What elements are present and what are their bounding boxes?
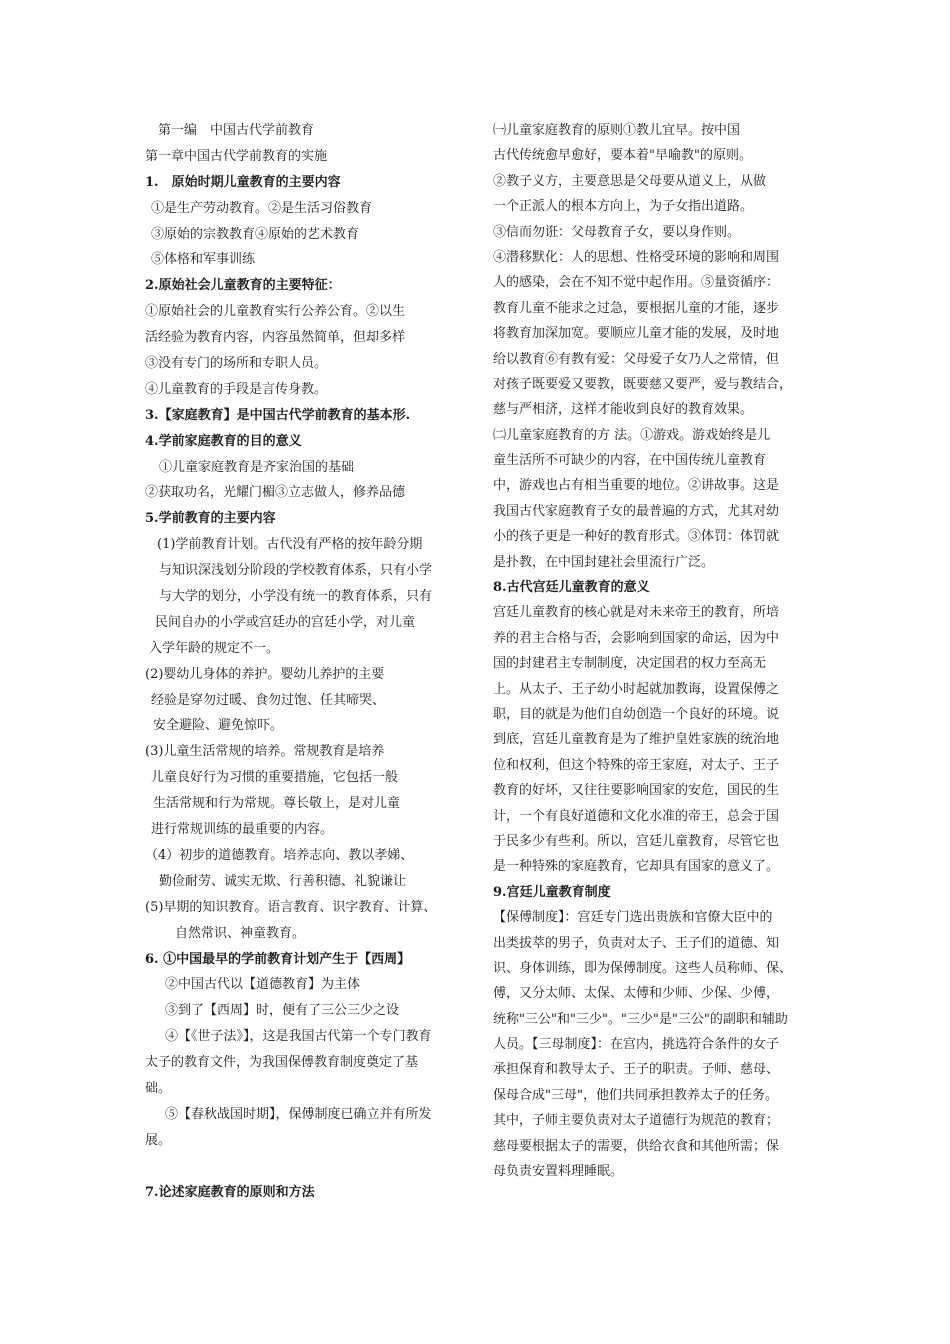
text-line: 计，一个有良好道德和文化水准的帝王，总会于国 <box>493 808 780 824</box>
text-line: ③没有专门的场所和专职人员。 <box>145 356 328 372</box>
text-line: 教育的好坏，又往往要影响国家的安危，国民的生 <box>493 783 780 799</box>
text-line: (5)早期的知识教育。语言教育、识字教育、计算、 <box>145 899 437 915</box>
text-line: ③原始的宗教教育④原始的艺术教育 <box>151 226 360 242</box>
text-line: 9.宫廷儿童教育制度 <box>493 884 611 900</box>
text-line: 古代传统愈早愈好，要本着"早喻教"的原则。 <box>493 148 752 164</box>
text-line: 出类拔萃的男子，负责对太子、王子们的道德、知 <box>493 935 780 951</box>
text-line: ①原始社会的儿童教育实行公养公育。②以生 <box>145 304 406 320</box>
text-line: 4.学前家庭教育的目的意义 <box>145 433 302 449</box>
right-column <box>493 118 813 1184</box>
text-line: (1)学前教育计划。古代没有严格的按年龄分期 <box>157 537 423 553</box>
text-line: 1. 原始时期儿童教育的主要内容 <box>145 174 341 190</box>
text-line: ③信而勿诳：父母教育子女，要以身作则。 <box>493 224 741 240</box>
text-line: 职，目的就是为他们自幼创造一个良好的环境。说 <box>493 706 780 722</box>
text-line: 经验是穿勿过暖、食勿过饱、任其啼哭、 <box>151 692 386 708</box>
text-line: 人的感染，会在不知不觉中起作用。⑤量资循序： <box>493 275 780 291</box>
text-line: ④【《世子法》】，这是我国古代第一个专门教育 <box>165 1029 432 1045</box>
text-line: ⑤【春秋战国时期】，保傅制度已确立并有所发 <box>165 1106 432 1122</box>
text-line: 保母合成"三母"，他们共同承担教养太子的任务。 <box>493 1087 778 1103</box>
text-line: 一个正派人的根本方向上，为子女指出道路。 <box>493 199 754 215</box>
text-line: 7.论述家庭教育的原则和方法 <box>145 1184 315 1200</box>
text-line: 傅，又分太师、太保、太傅和少师、少保、少傅， <box>493 986 780 1002</box>
text-line: 将教育加深加宽。要顺应儿童才能的发展，及时地 <box>493 326 780 342</box>
text-line: ④潜移默化：人的思想、性格受环境的影响和周围 <box>493 249 780 265</box>
text-line: 安全避险、避免惊吓。 <box>153 718 284 734</box>
text-line: 勤俭耐劳、诚实无欺、行善积德、礼貌谦让 <box>159 873 407 889</box>
text-line: 是一种特殊的家庭教育，它却具有国家的意义了。 <box>493 859 780 875</box>
text-line: 是扑教，在中国封建社会里流行广泛。 <box>493 554 715 570</box>
text-line: ②获取功名，光耀门楣③立志做人，修养品德 <box>145 485 406 501</box>
text-line: ⑤体格和军事训练 <box>151 252 256 268</box>
text-line: 教育儿童不能求之过急，要根据儿童的才能，逐步 <box>493 300 780 316</box>
text-line: 入学年龄的规定不一。 <box>149 640 280 656</box>
text-line: 进行常规训练的最重要的内容。 <box>151 822 334 838</box>
text-line: 对孩子既要爱又要教，既要慈又要严，爱与教结合， <box>493 376 793 392</box>
text-line: 统称"三公"和"三少"。"三少"是"三公"的副职和辅助 <box>493 1011 788 1027</box>
text-line: （4）初步的道德教育。培养志向、教以孝娣、 <box>145 847 414 863</box>
text-line: 给以教育⑥有教有爱：父母爱子女乃人之常情，但 <box>493 351 780 367</box>
text-line: 国的封建君主专制制度，决定国君的权力至高无 <box>493 656 767 672</box>
text-line: 与知识深浅划分阶段的学校教育体系，只有小学 <box>159 563 433 579</box>
text-line: 5.学前教育的主要内容 <box>145 511 276 527</box>
text-line: (3)儿童生活常规的培养。常规教育是培养 <box>145 744 385 760</box>
left-column <box>145 118 470 1205</box>
text-line: 养的君主合格与否，会影响到国家的命运，因为中 <box>493 630 780 646</box>
text-line: 人员。【三母制度】：在宫内，挑选符合条件的女子 <box>493 1037 780 1053</box>
text-line: 民间自办的小学或宫廷办的宫廷小学，对儿童 <box>155 614 416 630</box>
text-line: 承担保育和教导太子、王子的职责。子师、慈母、 <box>493 1062 780 1078</box>
text-line: 【保傅制度】：宫廷专门选出贵族和官僚大臣中的 <box>493 910 773 926</box>
text-line: 3.【家庭教育】是中国古代学前教育的基本形. <box>145 407 411 423</box>
text-line: 位和权利，但这个特殊的帝王家庭，对太子、王子 <box>493 757 780 773</box>
text-line: 慈与严相济，这样才能收到良好的教育效果。 <box>493 402 754 418</box>
text-line: 童生活所不可缺少的内容，在中国传统儿童教育 <box>493 453 767 469</box>
text-line: 慈母要根据太子的需要，供给衣食和其他所需；保 <box>493 1138 780 1154</box>
text-line: ③到了【西周】时，便有了三公三少之设 <box>165 1003 400 1019</box>
text-line: 第一编 中国古代学前教育 <box>145 123 315 138</box>
text-line: 太子的教育文件，为我国保傅教育制度奠定了基 <box>145 1055 419 1071</box>
text-line: ④儿童教育的手段是言传身教。 <box>145 381 328 397</box>
text-line: 6. ①中国最早的学前教育计划产生于【西周】 <box>145 951 411 967</box>
text-line: 母负责安置料理睡眠。 <box>493 1164 624 1180</box>
text-line: 展。 <box>145 1132 172 1148</box>
text-line: 2.原始社会儿童教育的主要特征： <box>145 278 341 294</box>
text-line: 宫廷儿童教育的核心就是对未来帝王的教育，所培 <box>493 605 780 621</box>
text-line: ㈡儿童家庭教育的方 法。①游戏。游戏始终是儿 <box>493 427 771 443</box>
text-line: 生活常规和行为常规。尊长敬上，是对儿童 <box>153 796 401 812</box>
text-line: 其中，子师主要负责对太子道德行为规范的教育； <box>493 1113 780 1129</box>
text-line: 第一章中国古代学前教育的实施 <box>145 148 328 164</box>
text-line: 与大学的划分，小学没有统一的教育体系，只有 <box>159 589 433 605</box>
text-line: 小的孩子更是一种好的教育形式。③体罚：体罚就 <box>493 529 780 545</box>
text-line: 识、身体训练，即为保傅制度。这些人员称师、保、 <box>493 960 793 976</box>
text-line: 到底，宫廷儿童教育是为了维护皇姓家族的统治地 <box>493 732 780 748</box>
text-line: 自然常识、神童教育。 <box>175 925 306 941</box>
text-line: ①儿童家庭教育是齐家治国的基础 <box>159 459 355 475</box>
text-line: 上。从太子、王子幼小时起就加教诲，设置保傅之 <box>493 681 780 697</box>
text-line: 于民多少有些利。所以，宫廷儿童教育，尽管它也 <box>493 833 780 849</box>
text-line <box>145 1154 470 1180</box>
text-line: ②中国古代以【道德教育】为主体 <box>165 977 361 993</box>
text-line: 儿童良好行为习惯的重要措施，它包括一般 <box>151 770 399 786</box>
text-line: ㈠儿童家庭教育的原则①教儿宜早。按中国 <box>493 123 741 138</box>
text-line: 8.古代宫廷儿童教育的意义 <box>493 580 650 596</box>
text-line: 础。 <box>145 1080 172 1096</box>
text-line: ②教子义方，主要意思是父母要从道义上，从做 <box>493 173 767 189</box>
text-line: (2)婴幼儿身体的养护。婴幼儿养护的主要 <box>145 666 385 682</box>
text-line: 中，游戏也占有相当重要的地位。②讲故事。这是 <box>493 478 780 494</box>
text-line: ①是生产劳动教育。②是生活习俗教育 <box>151 200 373 216</box>
text-line: 我国古代家庭教育子女的最普遍的方式，尤其对幼 <box>493 503 780 519</box>
text-line: 活经验为教育内容，内容虽然简单，但却多样 <box>145 330 406 346</box>
